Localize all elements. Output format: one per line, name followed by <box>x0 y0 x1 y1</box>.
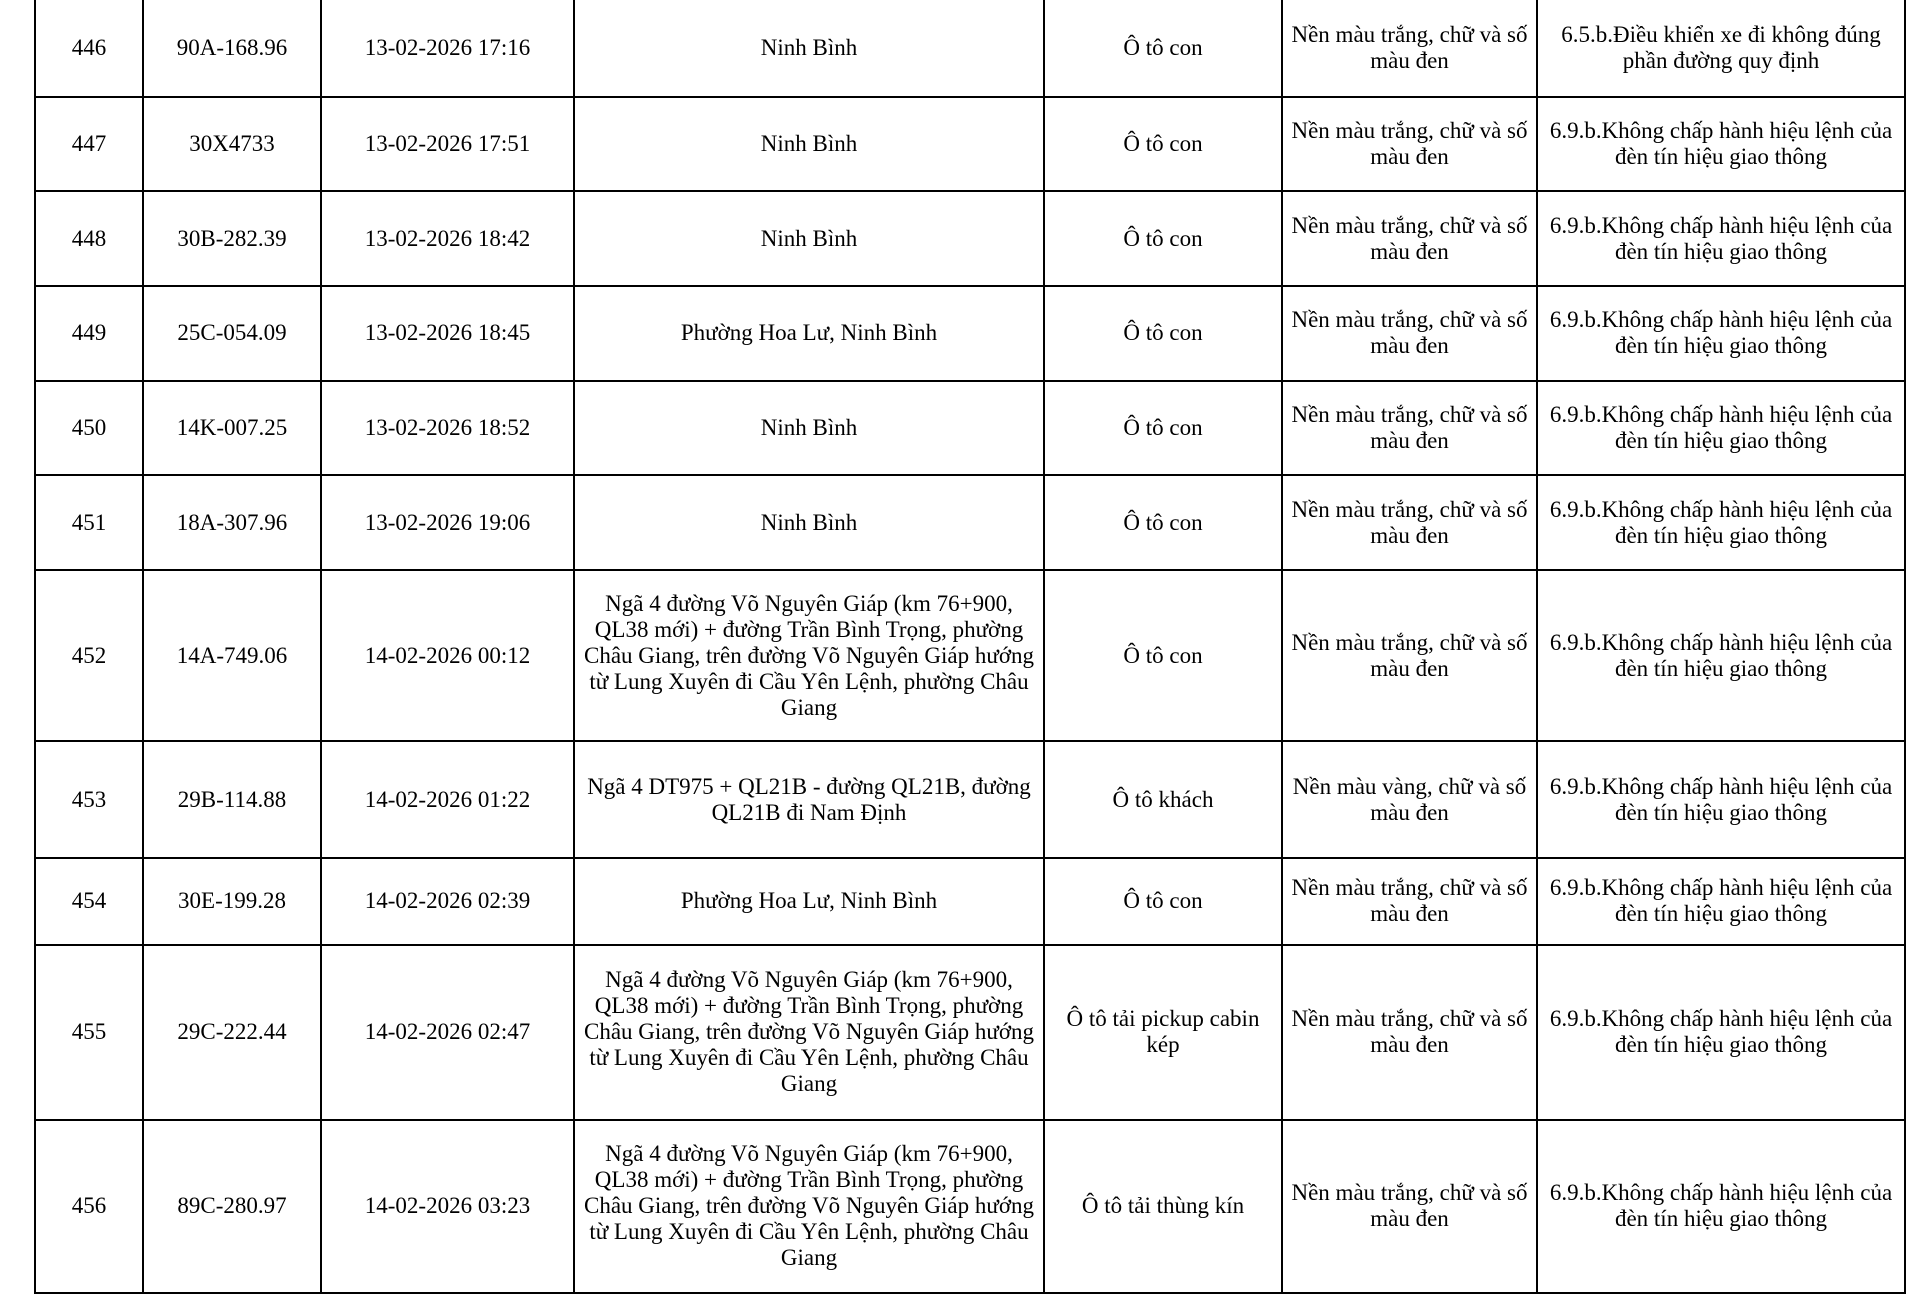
table-row <box>35 1120 1905 1293</box>
violation-location-cell: Ngã 4 đường Võ Nguyên Giáp (km 76+900, QL38 mới) + đường Trần Bình Trọng, phường Châu Giang, trên đường Võ Nguyên Giáp hướng từ Lung Xuyên đi Cầu Yên Lệnh, phường Châu Giang <box>574 945 1044 1120</box>
table-row <box>35 741 1905 858</box>
license-plate-cell: 14A-749.06 <box>143 570 321 741</box>
violation-location-cell: Ninh Bình <box>574 475 1044 570</box>
row-number-cell: 449 <box>35 286 143 381</box>
license-plate-cell: 29C-222.44 <box>143 945 321 1120</box>
license-plate-cell: 29B-114.88 <box>143 741 321 858</box>
table-body <box>35 0 1905 1293</box>
violation-time-cell: 14-02-2026 00:12 <box>321 570 574 741</box>
plate-color-cell: Nền màu trắng, chữ và số màu đen <box>1282 0 1537 97</box>
vehicle-type-cell: Ô tô tải thùng kín <box>1044 1120 1282 1293</box>
row-number-cell: 450 <box>35 381 143 476</box>
row-number-cell: 447 <box>35 97 143 192</box>
table-row <box>35 97 1905 192</box>
row-number-cell: 452 <box>35 570 143 741</box>
row-number-cell: 446 <box>35 0 143 97</box>
row-number-cell: 455 <box>35 945 143 1120</box>
violation-time-cell: 13-02-2026 18:45 <box>321 286 574 381</box>
violation-time-cell: 13-02-2026 18:52 <box>321 381 574 476</box>
violation-time-cell: 14-02-2026 02:47 <box>321 945 574 1120</box>
violation-description-cell: 6.9.b.Không chấp hành hiệu lệnh của đèn tín hiệu giao thông <box>1537 381 1905 476</box>
row-number-cell: 453 <box>35 741 143 858</box>
plate-color-cell: Nền màu trắng, chữ và số màu đen <box>1282 570 1537 741</box>
license-plate-cell: 14K-007.25 <box>143 381 321 476</box>
violation-time-cell: 14-02-2026 02:39 <box>321 858 574 945</box>
row-number-cell: 454 <box>35 858 143 945</box>
violation-time-cell: 14-02-2026 01:22 <box>321 741 574 858</box>
license-plate-cell: 30B-282.39 <box>143 191 321 286</box>
violation-description-cell: 6.5.b.Điều khiển xe đi không đúng phần đường quy định <box>1537 0 1905 97</box>
license-plate-cell: 30E-199.28 <box>143 858 321 945</box>
row-number-cell: 451 <box>35 475 143 570</box>
vehicle-type-cell: Ô tô con <box>1044 381 1282 476</box>
violation-time-cell: 13-02-2026 18:42 <box>321 191 574 286</box>
violation-location-cell: Ninh Bình <box>574 97 1044 192</box>
plate-color-cell: Nền màu trắng, chữ và số màu đen <box>1282 191 1537 286</box>
violation-description-cell: 6.9.b.Không chấp hành hiệu lệnh của đèn tín hiệu giao thông <box>1537 741 1905 858</box>
plate-color-cell: Nền màu trắng, chữ và số màu đen <box>1282 475 1537 570</box>
plate-color-cell: Nền màu vàng, chữ và số màu đen <box>1282 741 1537 858</box>
table-row <box>35 381 1905 476</box>
violation-time-cell: 14-02-2026 03:23 <box>321 1120 574 1293</box>
violation-location-cell: Ngã 4 đường Võ Nguyên Giáp (km 76+900, QL38 mới) + đường Trần Bình Trọng, phường Châu Giang, trên đường Võ Nguyên Giáp hướng từ Lung Xuyên đi Cầu Yên Lệnh, phường Châu Giang <box>574 570 1044 741</box>
vehicle-type-cell: Ô tô con <box>1044 475 1282 570</box>
license-plate-cell: 89C-280.97 <box>143 1120 321 1293</box>
vehicle-type-cell: Ô tô con <box>1044 858 1282 945</box>
vehicle-type-cell: Ô tô con <box>1044 570 1282 741</box>
license-plate-cell: 25C-054.09 <box>143 286 321 381</box>
violation-description-cell: 6.9.b.Không chấp hành hiệu lệnh của đèn tín hiệu giao thông <box>1537 286 1905 381</box>
table-row <box>35 945 1905 1120</box>
violation-location-cell: Phường Hoa Lư, Ninh Bình <box>574 286 1044 381</box>
table-row <box>35 191 1905 286</box>
violations-table <box>34 0 1906 1294</box>
violation-location-cell: Ngã 4 DT975 + QL21B - đường QL21B, đường QL21B đi Nam Định <box>574 741 1044 858</box>
violation-location-cell: Ninh Bình <box>574 191 1044 286</box>
plate-color-cell: Nền màu trắng, chữ và số màu đen <box>1282 858 1537 945</box>
license-plate-cell: 18A-307.96 <box>143 475 321 570</box>
vehicle-type-cell: Ô tô con <box>1044 286 1282 381</box>
violation-description-cell: 6.9.b.Không chấp hành hiệu lệnh của đèn tín hiệu giao thông <box>1537 191 1905 286</box>
table-row <box>35 570 1905 741</box>
table-row <box>35 286 1905 381</box>
vehicle-type-cell: Ô tô tải pickup cabin kép <box>1044 945 1282 1120</box>
plate-color-cell: Nền màu trắng, chữ và số màu đen <box>1282 381 1537 476</box>
violation-description-cell: 6.9.b.Không chấp hành hiệu lệnh của đèn tín hiệu giao thông <box>1537 1120 1905 1293</box>
table-row <box>35 858 1905 945</box>
vehicle-type-cell: Ô tô con <box>1044 97 1282 192</box>
violation-location-cell: Ngã 4 đường Võ Nguyên Giáp (km 76+900, QL38 mới) + đường Trần Bình Trọng, phường Châu Giang, trên đường Võ Nguyên Giáp hướng từ Lung Xuyên đi Cầu Yên Lệnh, phường Châu Giang <box>574 1120 1044 1293</box>
row-number-cell: 456 <box>35 1120 143 1293</box>
license-plate-cell: 90A-168.96 <box>143 0 321 97</box>
plate-color-cell: Nền màu trắng, chữ và số màu đen <box>1282 97 1537 192</box>
violation-time-cell: 13-02-2026 19:06 <box>321 475 574 570</box>
violation-description-cell: 6.9.b.Không chấp hành hiệu lệnh của đèn tín hiệu giao thông <box>1537 475 1905 570</box>
violation-description-cell: 6.9.b.Không chấp hành hiệu lệnh của đèn tín hiệu giao thông <box>1537 858 1905 945</box>
plate-color-cell: Nền màu trắng, chữ và số màu đen <box>1282 286 1537 381</box>
violation-location-cell: Ninh Bình <box>574 0 1044 97</box>
violation-location-cell: Phường Hoa Lư, Ninh Bình <box>574 858 1044 945</box>
table-row <box>35 475 1905 570</box>
violation-description-cell: 6.9.b.Không chấp hành hiệu lệnh của đèn tín hiệu giao thông <box>1537 570 1905 741</box>
vehicle-type-cell: Ô tô con <box>1044 191 1282 286</box>
plate-color-cell: Nền màu trắng, chữ và số màu đen <box>1282 1120 1537 1293</box>
vehicle-type-cell: Ô tô khách <box>1044 741 1282 858</box>
table-row <box>35 0 1905 97</box>
violation-location-cell: Ninh Bình <box>574 381 1044 476</box>
row-number-cell: 448 <box>35 191 143 286</box>
violation-time-cell: 13-02-2026 17:51 <box>321 97 574 192</box>
violation-time-cell: 13-02-2026 17:16 <box>321 0 574 97</box>
license-plate-cell: 30X4733 <box>143 97 321 192</box>
plate-color-cell: Nền màu trắng, chữ và số màu đen <box>1282 945 1537 1120</box>
violation-description-cell: 6.9.b.Không chấp hành hiệu lệnh của đèn tín hiệu giao thông <box>1537 97 1905 192</box>
vehicle-type-cell: Ô tô con <box>1044 0 1282 97</box>
violation-description-cell: 6.9.b.Không chấp hành hiệu lệnh của đèn tín hiệu giao thông <box>1537 945 1905 1120</box>
